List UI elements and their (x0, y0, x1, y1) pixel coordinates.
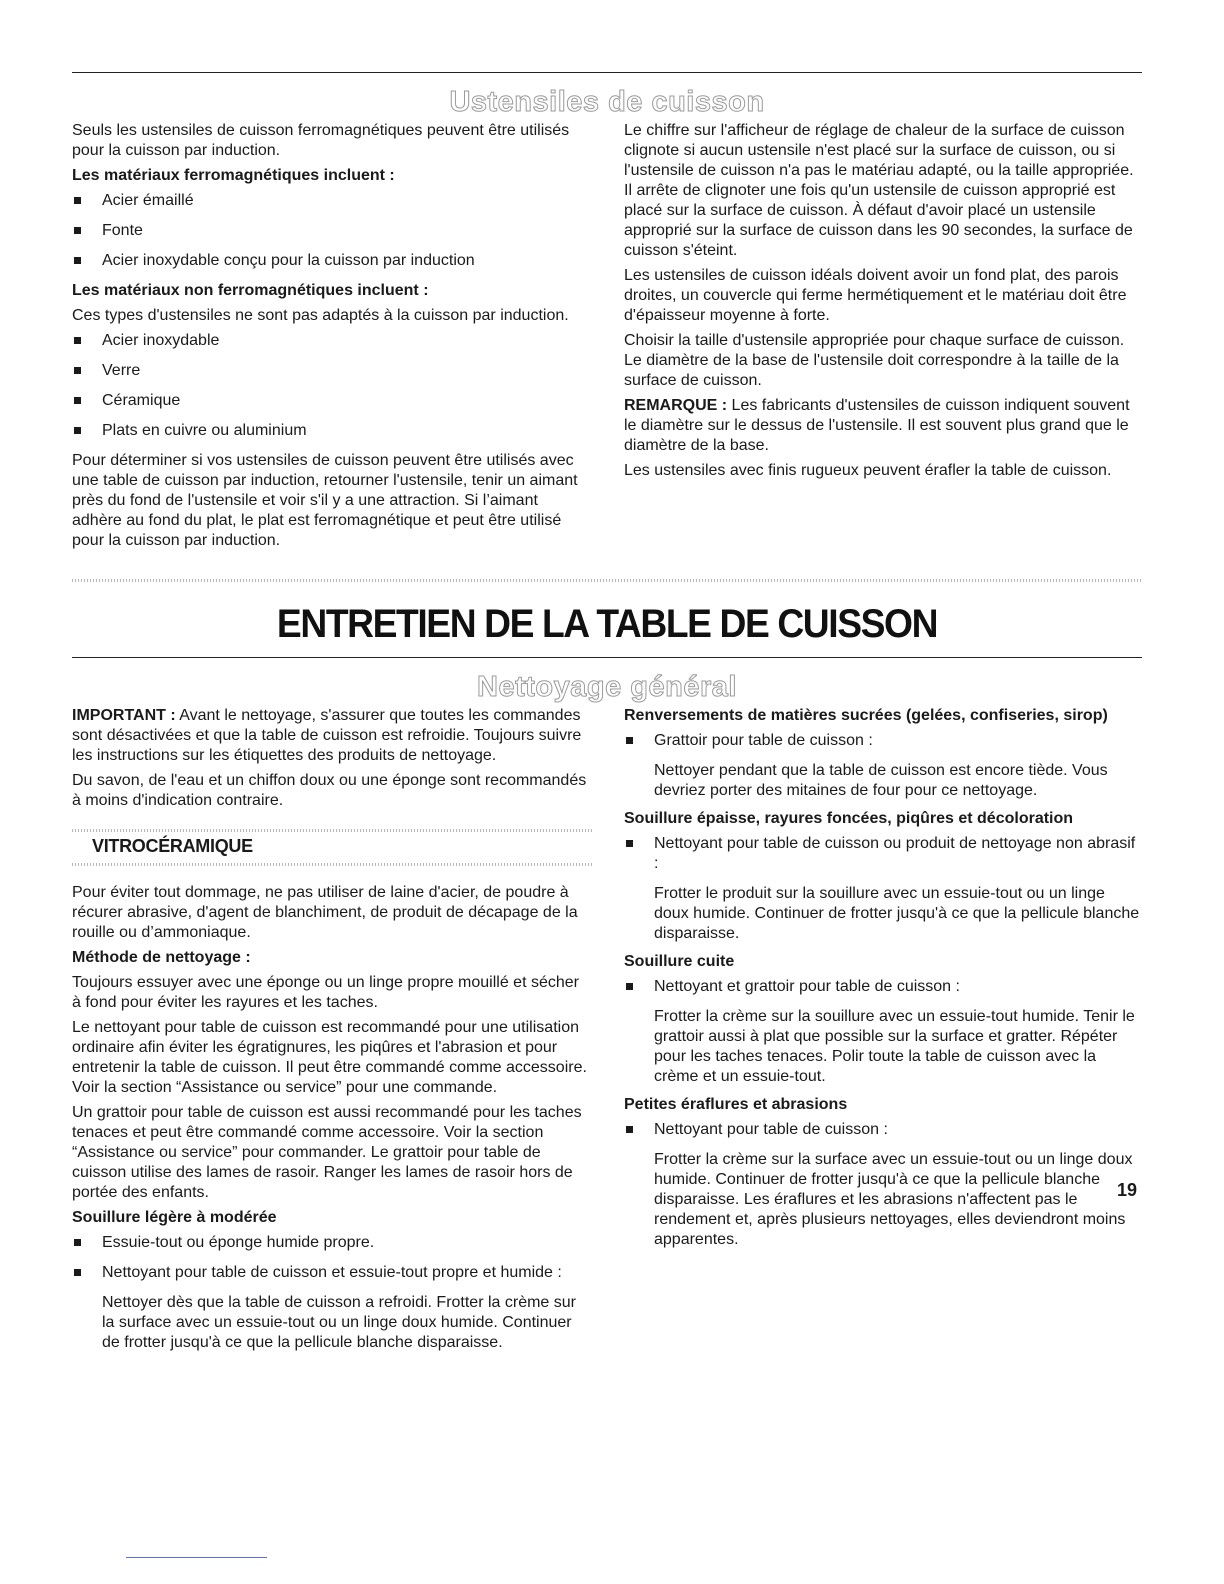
page-title: ENTRETIEN DE LA TABLE DE CUISSON (276, 602, 938, 646)
hatched-divider (72, 863, 592, 866)
bullet-list (624, 834, 1142, 874)
section-title-ustensiles: Ustensiles de cuisson (449, 86, 765, 118)
paragraph: Pour éviter tout dommage, ne pas utiliser de laine d'acier, de poudre à récurer abrasive, d'agent de blanchiment, de produit de décapage de la rouille ou d’ammoniaque. (72, 884, 578, 941)
important-paragraph (72, 706, 592, 766)
list-item: Fonte (72, 221, 592, 241)
subheading: Renversements de matières sucrées (gelées, confiseries, sirop) (624, 707, 1108, 724)
list-item: Acier inoxydable (72, 331, 592, 351)
subsection-title: VITROCÉRAMIQUE (92, 836, 253, 856)
paragraph: Choisir la taille d'ustensile appropriée pour chaque surface de cuisson. Le diamètre de la base de l'ustensile doit correspondre à la taille de la surface de cuisson. (624, 332, 1125, 389)
list-item: Acier inoxydable conçu pour la cuisson par induction (72, 251, 592, 271)
subheading: Les matériaux non ferromagnétiques incluent : (72, 282, 429, 299)
bullet-list (624, 977, 1142, 997)
section-title-nettoyage: Nettoyage général (477, 671, 737, 703)
bullet-list (72, 331, 592, 441)
title-rule (72, 657, 1142, 658)
important-text: Avant le nettoyage, s'assurer que toutes les commandes sont désactivées et que la table de cuisson est refroidie. Toujours suivre les instructions sur les étiquettes des produits de nettoyage. (72, 707, 582, 764)
list-item: Plats en cuivre ou aluminium (72, 421, 592, 441)
list-item: Acier émaillé (72, 191, 592, 211)
list-item: Nettoyant pour table de cuisson et essuie-tout propre et humide : (72, 1263, 592, 1283)
subheading: Souillure cuite (624, 953, 735, 970)
paragraph: Toujours essuyer avec une éponge ou un linge propre mouillé et sécher à fond pour éviter les rayures et les taches. (72, 974, 579, 1011)
section1-left-column (72, 121, 592, 556)
paragraph: Du savon, de l'eau et un chiffon doux ou une éponge sont recommandés à moins d'indication contraire. (72, 772, 587, 809)
indented-paragraph: Frotter la crème sur la surface avec un essuie-tout ou un linge doux humide. Continuer de frotter jusqu'à ce que la pellicule blanche disparaisse. Les éraflures et les abrasions n'affectent pas le rendement et, après plusieurs nettoyages, elles deviendront moins apparentes. (654, 1151, 1133, 1248)
subheading: Les matériaux ferromagnétiques incluent : (72, 167, 395, 184)
paragraph: Les ustensiles avec finis rugueux peuvent érafler la table de cuisson. (624, 462, 1112, 479)
page-number: 19 (1117, 1180, 1138, 1200)
remark-paragraph (624, 396, 1142, 456)
vitroceramique-subsection-header (72, 825, 592, 869)
list-item: Grattoir pour table de cuisson : (624, 731, 1142, 751)
remark-text: Les fabricants d'ustensiles de cuisson indiquent souvent le diamètre sur le dessus de l'ustensile. Il est souvent plus grand que le diamètre de la base. (624, 397, 1130, 454)
bullet-list (72, 191, 592, 271)
important-label: IMPORTANT : (72, 707, 176, 724)
section2-left-column (72, 706, 592, 1361)
paragraph: Pour déterminer si vos ustensiles de cuisson peuvent être utilisés avec une table de cuisson par induction, retourner l'ustensile, tenir un aimant près du fond de l'ustensile et voir s'il y a une attraction. Si l’aimant adhère au fond du plat, le plat est ferromagnétique et peut être utilisé pour la cuisson par induction. (72, 452, 578, 549)
bullet-list (624, 1120, 1142, 1140)
top-rule (72, 72, 1142, 73)
subheading: Petites éraflures et abrasions (624, 1096, 848, 1113)
list-item: Essuie-tout ou éponge humide propre. (72, 1233, 592, 1253)
paragraph: Le chiffre sur l'afficheur de réglage de chaleur de la surface de cuisson clignote si aucun ustensile n'est placé sur la surface de cuisson, ou si l'ustensile de cuisson n'a pas le matériau adapté, ou la taille appropriée. Il arrête de clignoter une fois qu'un ustensile de cuisson approprié est placé sur la surface de cuisson. À défaut d'avoir placé un ustensile approprié sur la surface de cuisson dans les 90 secondes, la surface de cuisson s'éteint. (624, 122, 1134, 259)
subheading: Souillure légère à modérée (72, 1209, 277, 1226)
bullet-list (72, 1233, 592, 1283)
indented-paragraph: Nettoyer dès que la table de cuisson a refroidi. Frotter la crème sur la surface avec un essuie-tout ou un linge doux humide. Continuer de frotter jusqu'à ce que la pellicule blanche disparaisse. (102, 1294, 576, 1351)
list-item: Céramique (72, 391, 592, 411)
footer-line (126, 1557, 267, 1558)
paragraph: Ces types d'ustensiles ne sont pas adaptés à la cuisson par induction. (72, 307, 569, 324)
list-item: Nettoyant et grattoir pour table de cuisson : (624, 977, 1142, 997)
hatched-divider (72, 829, 592, 832)
hatched-divider (72, 579, 1142, 582)
remark-label: REMARQUE : (624, 397, 728, 414)
paragraph: Un grattoir pour table de cuisson est aussi recommandé pour les taches tenaces et peut être commandé comme accessoire. Voir la section “Assistance ou service” pour commander. Le grattoir pour table de cuisson utilise des lames de rasoir. Ranger les lames de rasoir hors de portée des enfants. (72, 1104, 582, 1201)
list-item: Verre (72, 361, 592, 381)
bullet-list (624, 731, 1142, 751)
section2-right-column (624, 706, 1142, 1258)
indented-paragraph: Nettoyer pendant que la table de cuisson est encore tiède. Vous devriez porter des mitaines de four pour ce nettoyage. (654, 762, 1108, 799)
paragraph: Seuls les ustensiles de cuisson ferromagnétiques peuvent être utilisés pour la cuisson par induction. (72, 122, 570, 159)
indented-paragraph: Frotter la crème sur la souillure avec un essuie-tout humide. Tenir le grattoir aussi à plat que possible sur la surface et gratter. Répéter pour les taches tenaces. Polir toute la table de cuisson avec la crème et un essuie-tout. (654, 1008, 1135, 1085)
indented-paragraph: Frotter le produit sur la souillure avec un essuie-tout ou un linge doux humide. Continuer de frotter jusqu'à ce que la pellicule blanche disparaisse. (654, 885, 1140, 942)
list-item: Nettoyant pour table de cuisson : (624, 1120, 1142, 1140)
paragraph: Les ustensiles de cuisson idéals doivent avoir un fond plat, des parois droites, un couvercle qui ferme hermétiquement et le matériau doit être d'épaisseur moyenne à forte. (624, 267, 1127, 324)
paragraph: Le nettoyant pour table de cuisson est recommandé pour une utilisation ordinaire afin éviter les égratignures, les piqûres et l'abrasion et pour entretenir la table de cuisson. Il peut être commandé comme accessoire. Voir la section “Assistance ou service” pour une commande. (72, 1019, 587, 1096)
section1-right-column (624, 121, 1142, 486)
list-item: Nettoyant pour table de cuisson ou produit de nettoyage non abrasif : (624, 834, 1142, 874)
subheading: Méthode de nettoyage : (72, 949, 251, 966)
subheading: Souillure épaisse, rayures foncées, piqûres et décoloration (624, 810, 1074, 827)
